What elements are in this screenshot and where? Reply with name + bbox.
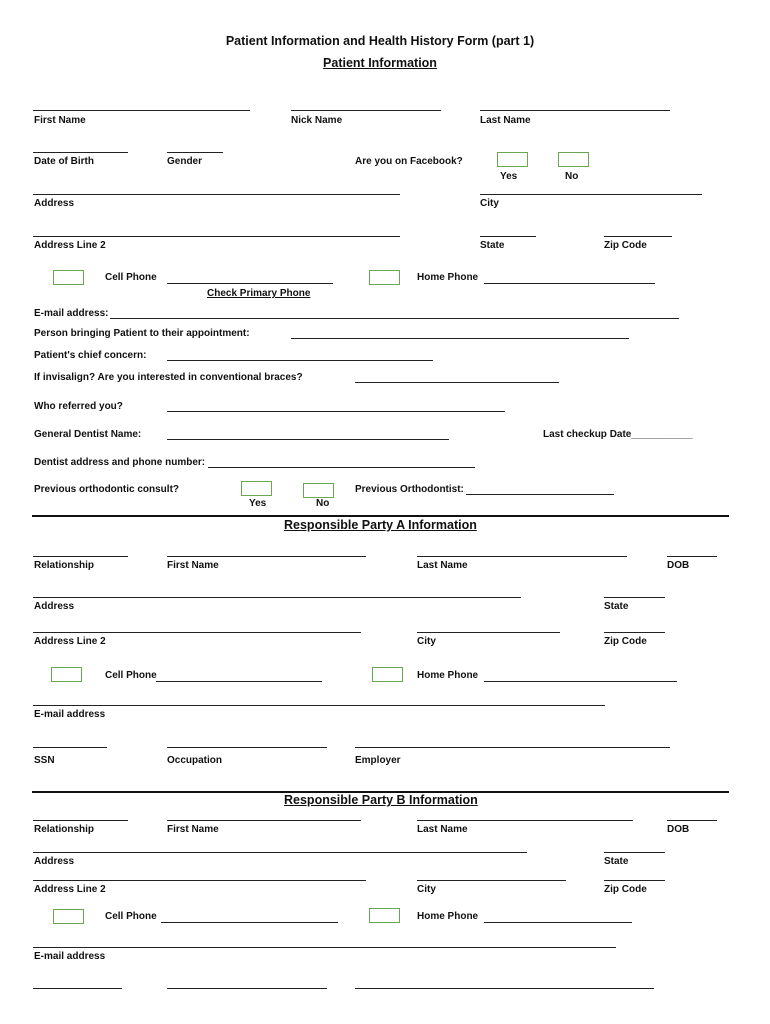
invisalign-question: If invisalign? Are you interested in conventional braces?: [34, 372, 303, 383]
nick-name-label: Nick Name: [291, 115, 343, 126]
party-b-address-field[interactable]: [33, 852, 527, 853]
chief-concern-field[interactable]: [167, 360, 433, 361]
city-label: City: [480, 198, 499, 209]
address-label: Address: [34, 198, 75, 209]
party-b-address2-label: Address Line 2: [34, 884, 106, 895]
party-b-state-field[interactable]: [604, 852, 665, 853]
dentist-address-label: Dentist address and phone number:: [34, 457, 206, 468]
party-a-dob-field[interactable]: [667, 556, 717, 557]
party-b-first-name-field[interactable]: [167, 820, 361, 821]
prev-orthodontist-field[interactable]: [466, 494, 614, 495]
party-b-dob-label: DOB: [667, 824, 690, 835]
dob-label: Date of Birth: [34, 156, 94, 167]
party-a-city-label: City: [417, 636, 436, 647]
party-a-relationship-field[interactable]: [33, 556, 128, 557]
party-a-home-primary-checkbox[interactable]: [372, 667, 403, 682]
person-bringing-field[interactable]: [291, 338, 629, 339]
first-name-field[interactable]: [33, 110, 250, 111]
last-name-field[interactable]: [480, 110, 670, 111]
section-divider: [32, 515, 729, 517]
party-b-cell-phone-field[interactable]: [161, 922, 338, 923]
state-label: State: [480, 240, 505, 251]
party-b-ssn-field[interactable]: [33, 988, 122, 989]
home-phone-primary-checkbox[interactable]: [369, 270, 400, 285]
party-a-occupation-field[interactable]: [167, 747, 327, 748]
party-b-relationship-field[interactable]: [33, 820, 128, 821]
party-b-employer-field[interactable]: [355, 988, 654, 989]
party-a-city-field[interactable]: [417, 632, 560, 633]
last-name-label: Last Name: [480, 115, 531, 126]
party-b-occupation-field[interactable]: [167, 988, 327, 989]
party-a-ssn-field[interactable]: [33, 747, 107, 748]
prev-consult-no-label: No: [316, 498, 330, 509]
cell-phone-label: Cell Phone: [105, 272, 157, 283]
party-a-zip-label: Zip Code: [604, 636, 647, 647]
party-b-relationship-label: Relationship: [34, 824, 95, 835]
party-a-address-field[interactable]: [33, 597, 521, 598]
address-field[interactable]: [33, 194, 400, 195]
facebook-yes-label: Yes: [500, 171, 518, 182]
party-a-cell-phone-field[interactable]: [156, 681, 322, 682]
party-a-home-phone-field[interactable]: [484, 681, 677, 682]
address2-label: Address Line 2: [34, 240, 106, 251]
party-b-heading: Responsible Party B Information: [284, 793, 478, 807]
home-phone-field[interactable]: [484, 283, 655, 284]
party-a-dob-label: DOB: [667, 560, 690, 571]
prev-consult-question: Previous orthodontic consult?: [34, 484, 180, 495]
party-b-first-name-label: First Name: [167, 824, 219, 835]
last-checkup-label: Last checkup Date___________: [543, 429, 693, 440]
invisalign-field[interactable]: [355, 382, 559, 383]
party-b-email-label: E-mail address: [34, 951, 106, 962]
party-b-zip-label: Zip Code: [604, 884, 647, 895]
party-b-email-field[interactable]: [33, 947, 616, 948]
party-b-address2-field[interactable]: [33, 880, 366, 881]
party-a-employer-label: Employer: [355, 755, 401, 766]
zip-label: Zip Code: [604, 240, 647, 251]
party-a-first-name-label: First Name: [167, 560, 219, 571]
party-a-address2-field[interactable]: [33, 632, 361, 633]
zip-field[interactable]: [604, 236, 672, 237]
city-field[interactable]: [480, 194, 702, 195]
party-a-last-name-label: Last Name: [417, 560, 468, 571]
general-dentist-field[interactable]: [167, 439, 449, 440]
cell-phone-primary-checkbox[interactable]: [53, 270, 84, 285]
facebook-no-label: No: [565, 171, 579, 182]
facebook-yes-checkbox[interactable]: [497, 152, 528, 167]
party-b-zip-field[interactable]: [604, 880, 665, 881]
party-a-zip-field[interactable]: [604, 632, 665, 633]
prev-consult-yes-label: Yes: [249, 498, 267, 509]
party-a-email-field[interactable]: [33, 705, 605, 706]
nick-name-field[interactable]: [291, 110, 441, 111]
first-name-label: First Name: [34, 115, 86, 126]
party-b-cell-phone-label: Cell Phone: [105, 911, 157, 922]
party-b-home-phone-label: Home Phone: [417, 911, 479, 922]
party-a-last-name-field[interactable]: [417, 556, 627, 557]
who-referred-field[interactable]: [167, 411, 505, 412]
prev-consult-yes-checkbox[interactable]: [241, 481, 272, 496]
dentist-address-field[interactable]: [208, 467, 475, 468]
party-a-employer-field[interactable]: [355, 747, 670, 748]
party-a-cell-primary-checkbox[interactable]: [51, 667, 82, 682]
party-a-heading: Responsible Party A Information: [284, 518, 477, 532]
dob-field[interactable]: [33, 152, 128, 153]
address2-field[interactable]: [33, 236, 400, 237]
party-a-address-label: Address: [34, 601, 75, 612]
person-bringing-label: Person bringing Patient to their appointment:: [34, 328, 250, 339]
email-field[interactable]: [110, 318, 679, 319]
home-phone-label: Home Phone: [417, 272, 479, 283]
gender-field[interactable]: [167, 152, 223, 153]
gender-label: Gender: [167, 156, 203, 167]
party-a-occupation-label: Occupation: [167, 755, 223, 766]
party-b-city-field[interactable]: [417, 880, 566, 881]
party-a-relationship-label: Relationship: [34, 560, 95, 571]
party-a-email-label: E-mail address: [34, 709, 106, 720]
state-field[interactable]: [480, 236, 536, 237]
who-referred-label: Who referred you?: [34, 401, 123, 412]
party-b-dob-field[interactable]: [667, 820, 717, 821]
facebook-question: Are you on Facebook?: [355, 156, 463, 167]
party-a-state-label: State: [604, 601, 629, 612]
party-b-home-primary-checkbox[interactable]: [369, 908, 400, 923]
patient-section-heading: Patient Information: [323, 56, 437, 70]
party-b-address-label: Address: [34, 856, 75, 867]
party-a-first-name-field[interactable]: [167, 556, 366, 557]
party-b-last-name-field[interactable]: [417, 820, 633, 821]
email-label: E-mail address:: [34, 308, 109, 319]
prev-consult-no-checkbox[interactable]: [303, 483, 334, 498]
party-a-ssn-label: SSN: [34, 755, 55, 766]
general-dentist-label: General Dentist Name:: [34, 429, 142, 440]
party-b-state-label: State: [604, 856, 629, 867]
party-a-state-field[interactable]: [604, 597, 665, 598]
prev-orthodontist-label: Previous Orthodontist:: [355, 484, 464, 495]
party-a-cell-phone-label: Cell Phone: [105, 670, 157, 681]
party-b-home-phone-field[interactable]: [484, 922, 632, 923]
facebook-no-checkbox[interactable]: [558, 152, 589, 167]
party-a-home-phone-label: Home Phone: [417, 670, 479, 681]
chief-concern-label: Patient's chief concern:: [34, 350, 147, 361]
cell-phone-field[interactable]: [167, 283, 333, 284]
party-b-cell-primary-checkbox[interactable]: [53, 909, 84, 924]
party-a-address2-label: Address Line 2: [34, 636, 106, 647]
party-b-last-name-label: Last Name: [417, 824, 468, 835]
page-title: Patient Information and Health History Form (part 1): [225, 34, 535, 48]
party-b-city-label: City: [417, 884, 436, 895]
check-primary-phone-note: Check Primary Phone: [207, 288, 311, 299]
